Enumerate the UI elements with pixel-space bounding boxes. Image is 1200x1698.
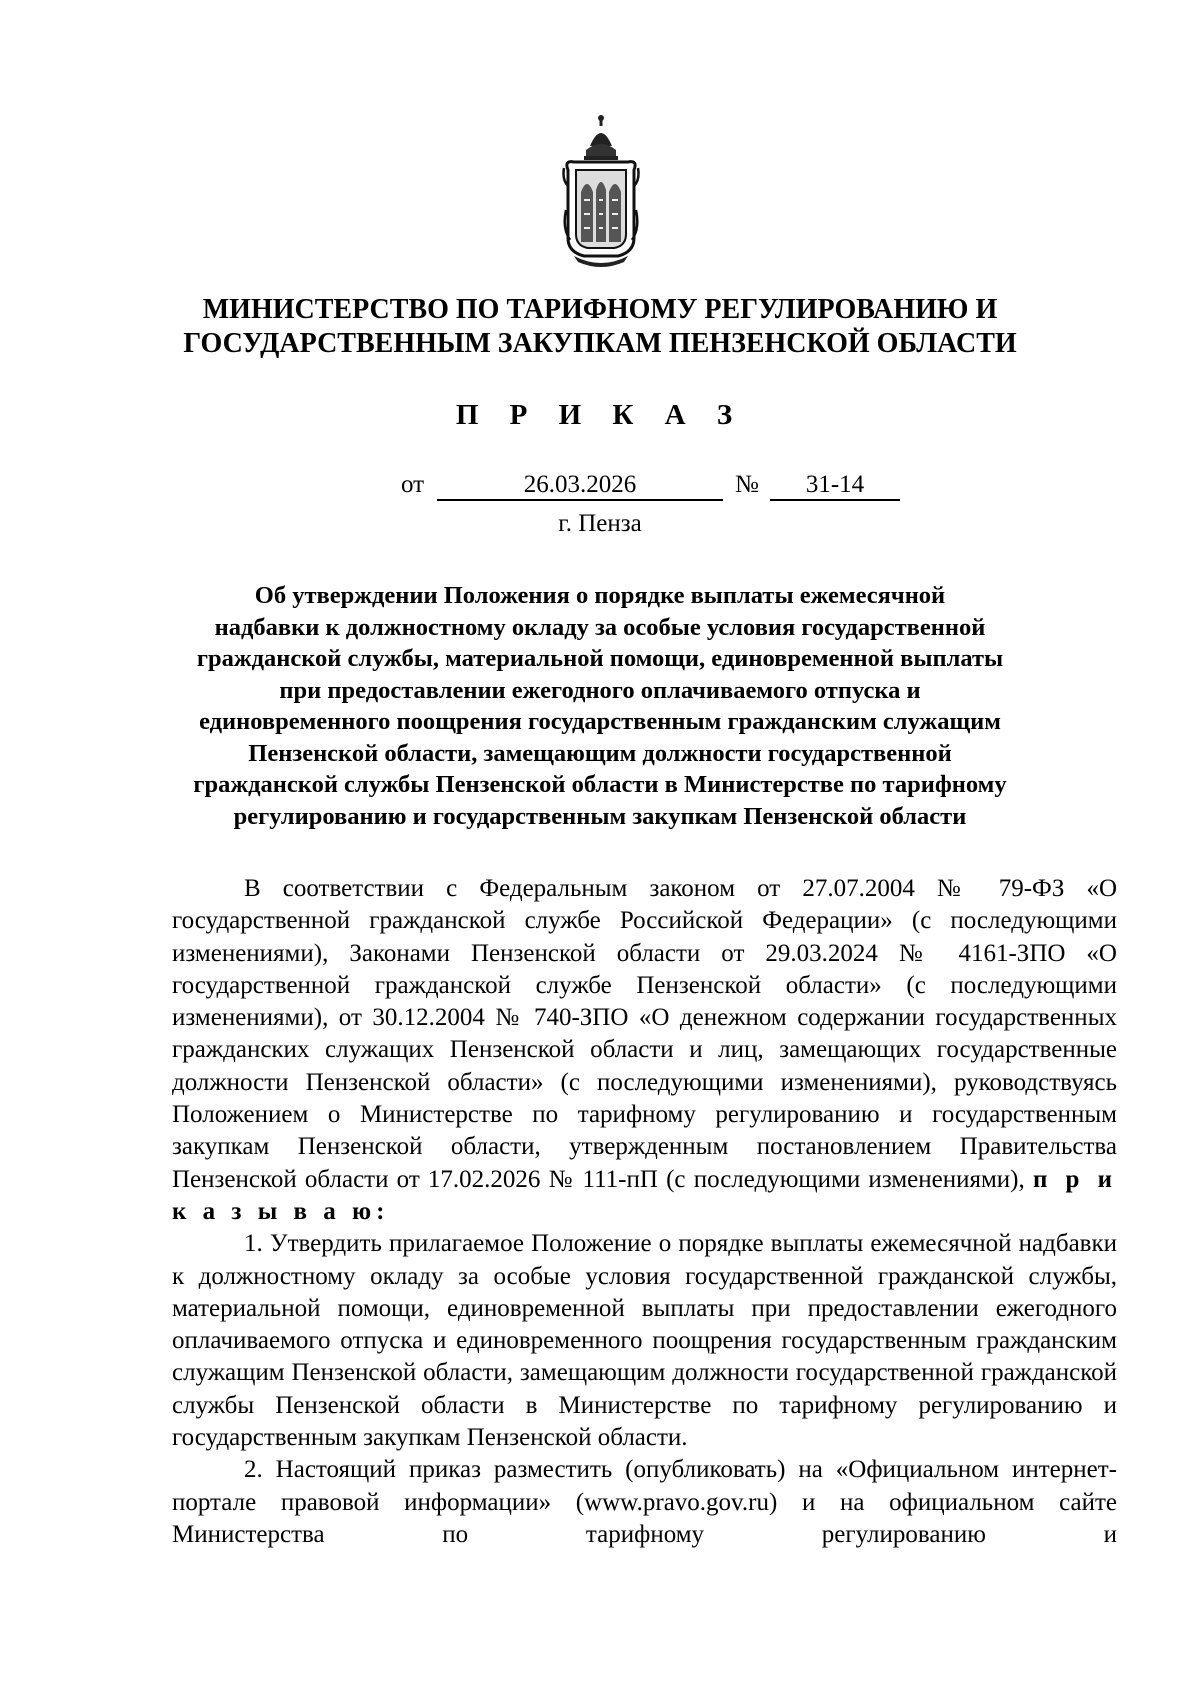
ministry-name	[150, 293, 1050, 361]
number-label: №	[735, 471, 759, 498]
item-2-paragraph: 2. Настоящий приказ разместить (опубликовать) на «Официальном интернет-портале правовой информации» (www.pravo.gov.ru) и на официальном сайте Министерства по тарифному регулированию и	[172, 1456, 1117, 1548]
title-line: при предоставлении ежегодного оплачиваемого отпуска и	[279, 676, 921, 704]
date-value: 26.03.2026	[437, 470, 723, 501]
title-line: Пензенской области, замещающим должности государственной	[248, 739, 952, 767]
ministry-name-line-2: ГОСУДАРСТВЕННЫМ ЗАКУПКАМ ПЕНЗЕНСКОЙ ОБЛАСТИ	[183, 328, 1017, 359]
title-line: Об утверждении Положения о порядке выплаты ежемесячной	[254, 582, 946, 609]
preamble-paragraph	[172, 873, 1117, 1228]
order-word: п р и к а з ы в а ю:	[172, 1165, 1117, 1225]
preamble-text: В соответствии с Федеральным законом от 27.07.2004 № 79-ФЗ «О государственной гражданской службе Российской Федерации» (с последующими изменениями), Законами Пензенской области от 29.03.2024 № 4161-ЗПО «О государственной гражданской службе Пензенской области» (с последующими изменениями), от 30.12.2004 № 740-ЗПО «О денежном содержании государственных гражданских служащих Пензенской области и лиц, замещающих государственные должности Пензенской области» (с последующими изменениями), руководствуясь Положением о Министерстве по тарифному регулированию и государственным закупкам Пензенской области, утвержденным постановлением Правительства Пензенской области от 17.02.2026 № 111-пП (с последующими изменениями),	[172, 875, 1117, 1193]
coat-of-arms-icon	[562, 110, 640, 270]
title-line: гражданской службы Пензенской области в Министерстве по тарифному	[193, 771, 1007, 798]
ministry-name-line-1: МИНИСТЕРСТВО ПО ТАРИФНОМУ РЕГУЛИРОВАНИЮ И	[202, 294, 998, 325]
title-line: надбавки к должностному окладу за особые условия государственной	[214, 613, 986, 641]
title-line: гражданской службы, материальной помощи, единовременной выплаты	[196, 645, 1004, 672]
document-body	[172, 873, 1117, 1551]
date-label: от	[401, 471, 425, 498]
document-type: П Р И К А З	[455, 399, 745, 431]
item-1-paragraph: 1. Утвердить прилагаемое Положение о порядке выплаты ежемесячной надбавки к должностному окладу за особые условия государственной гражданской службы, материальной помощи, единовременной выплаты при предоставлении ежегодного оплачиваемого отпуска и единовременного поощрения государственным гражданским служащим Пензенской области, замещающим должности государственной гражданской службы Пензенской области в Министерстве по тарифному регулированию и государственным закупкам Пензенской области.	[172, 1230, 1117, 1452]
number-value: 31-14	[770, 470, 900, 501]
document-title	[160, 580, 1040, 832]
title-line: единовременного поощрения государственным гражданским служащим	[199, 708, 1001, 735]
city: г. Пенза	[558, 510, 642, 537]
title-line: регулированию и государственным закупкам Пензенской области	[233, 802, 967, 830]
